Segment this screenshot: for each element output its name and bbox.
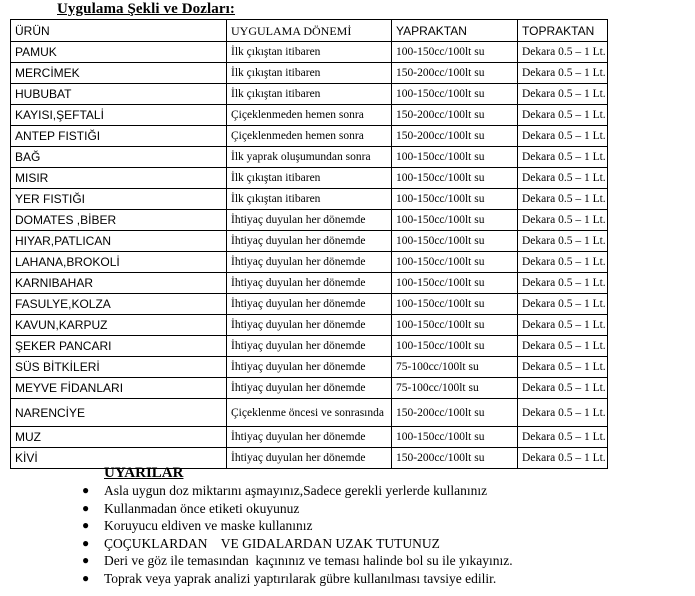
cell-application-period: İlk çıkıştan itibaren <box>227 84 392 105</box>
cell-soil-dose: Dekara 0.5 – 1 Lt. <box>518 336 608 357</box>
cell-application-period: İlk çıkıştan itibaren <box>227 42 392 63</box>
cell-foliar-dose: 150-200cc/100lt su <box>392 105 518 126</box>
cell-product: KAVUN,KARPUZ <box>11 315 227 336</box>
cell-application-period: Çiçeklenme öncesi ve sonrasında <box>227 399 392 427</box>
cell-product: KİVİ <box>11 448 227 469</box>
cell-application-period: Çiçeklenmeden hemen sonra <box>227 105 392 126</box>
cell-application-period: İhtiyaç duyulan her dönemde <box>227 231 392 252</box>
cell-foliar-dose: 100-150cc/100lt su <box>392 147 518 168</box>
table-row <box>11 252 608 273</box>
table-row <box>11 273 608 294</box>
cell-foliar-dose: 100-150cc/100lt su <box>392 315 518 336</box>
cell-product: ANTEP FISTIĞI <box>11 126 227 147</box>
cell-product: ŞEKER PANCARI <box>11 336 227 357</box>
cell-application-period: İhtiyaç duyulan her dönemde <box>227 336 392 357</box>
cell-application-period: İlk yaprak oluşumundan sonra <box>227 147 392 168</box>
cell-product: HIYAR,PATLICAN <box>11 231 227 252</box>
cell-product: KARNIBAHAR <box>11 273 227 294</box>
cell-foliar-dose: 100-150cc/100lt su <box>392 189 518 210</box>
cell-soil-dose: Dekara 0.5 – 1 Lt. <box>518 105 608 126</box>
cell-application-period: İlk çıkıştan itibaren <box>227 63 392 84</box>
table-row <box>11 315 608 336</box>
warning-item <box>80 500 513 518</box>
cell-product: DOMATES ,BİBER <box>11 210 227 231</box>
dosage-table <box>10 19 608 469</box>
cell-application-period: İhtiyaç duyulan her dönemde <box>227 210 392 231</box>
cell-product: NARENCİYE <box>11 399 227 427</box>
cell-foliar-dose: 100-150cc/100lt su <box>392 294 518 315</box>
table-row <box>11 357 608 378</box>
cell-foliar-dose: 150-200cc/100lt su <box>392 126 518 147</box>
cell-soil-dose: Dekara 0.5 – 1 Lt. <box>518 189 608 210</box>
warning-text: Deri ve göz ile temasından kaçınınız ve teması halinde bol su ile yıkayınız. <box>104 553 513 568</box>
table-row <box>11 105 608 126</box>
warnings-list <box>80 482 513 587</box>
cell-soil-dose: Dekara 0.5 – 1 Lt. <box>518 273 608 294</box>
cell-product: HUBUBAT <box>11 84 227 105</box>
table-row <box>11 378 608 399</box>
cell-foliar-dose: 100-150cc/100lt su <box>392 84 518 105</box>
warning-text: Koruyucu eldiven ve maske kullanınız <box>104 518 313 533</box>
cell-product: MISIR <box>11 168 227 189</box>
warning-item <box>80 517 513 535</box>
header-soil: TOPRAKTAN <box>518 20 608 42</box>
cell-soil-dose: Dekara 0.5 – 1 Lt. <box>518 63 608 84</box>
cell-soil-dose: Dekara 0.5 – 1 Lt. <box>518 231 608 252</box>
bullet-icon: ● <box>82 535 90 550</box>
cell-foliar-dose: 75-100cc/100lt su <box>392 357 518 378</box>
cell-soil-dose: Dekara 0.5 – 1 Lt. <box>518 126 608 147</box>
cell-soil-dose: Dekara 0.5 – 1 Lt. <box>518 147 608 168</box>
cell-application-period: İhtiyaç duyulan her dönemde <box>227 252 392 273</box>
header-foliar: YAPRAKTAN <box>392 20 518 42</box>
cell-soil-dose: Dekara 0.5 – 1 Lt. <box>518 294 608 315</box>
cell-soil-dose: Dekara 0.5 – 1 Lt. <box>518 399 608 427</box>
table-row <box>11 210 608 231</box>
cell-foliar-dose: 100-150cc/100lt su <box>392 210 518 231</box>
cell-soil-dose: Dekara 0.5 – 1 Lt. <box>518 42 608 63</box>
table-row <box>11 168 608 189</box>
cell-soil-dose: Dekara 0.5 – 1 Lt. <box>518 168 608 189</box>
table-row <box>11 63 608 84</box>
table-row <box>11 189 608 210</box>
cell-application-period: İhtiyaç duyulan her dönemde <box>227 357 392 378</box>
cell-product: BAĞ <box>11 147 227 168</box>
cell-application-period: İlk çıkıştan itibaren <box>227 189 392 210</box>
cell-product: MUZ <box>11 427 227 448</box>
header-application-period: UYGULAMA DÖNEMİ <box>227 20 392 42</box>
cell-foliar-dose: 100-150cc/100lt su <box>392 336 518 357</box>
warnings-title: UYARILAR <box>104 465 184 481</box>
cell-application-period: İhtiyaç duyulan her dönemde <box>227 448 392 469</box>
cell-foliar-dose: 75-100cc/100lt su <box>392 378 518 399</box>
cell-foliar-dose: 100-150cc/100lt su <box>392 427 518 448</box>
bullet-icon: ● <box>82 518 90 532</box>
cell-application-period: İhtiyaç duyulan her dönemde <box>227 315 392 336</box>
cell-product: PAMUK <box>11 42 227 63</box>
cell-application-period: İhtiyaç duyulan her dönemde <box>227 273 392 294</box>
cell-product: SÜS BİTKİLERİ <box>11 357 227 378</box>
page-title: Uygulama Şekli ve Dozları: <box>57 1 236 17</box>
table-row <box>11 126 608 147</box>
cell-soil-dose: Dekara 0.5 – 1 Lt. <box>518 315 608 336</box>
warning-text: ÇOÇUKLARDAN VE GIDALARDAN UZAK TUTUNUZ <box>104 535 440 551</box>
warning-item <box>80 552 513 570</box>
cell-product: YER FISTIĞI <box>11 189 227 210</box>
cell-foliar-dose: 100-150cc/100lt su <box>392 273 518 294</box>
cell-product: FASULYE,KOLZA <box>11 294 227 315</box>
bullet-icon: ● <box>82 570 90 585</box>
warning-text: Toprak veya yaprak analizi yaptırılarak gübre kullanılması tavsiye edilir. <box>104 570 497 586</box>
bullet-icon: ● <box>82 553 90 567</box>
cell-product: LAHANA,BROKOLİ <box>11 252 227 273</box>
table-row <box>11 399 608 427</box>
cell-foliar-dose: 100-150cc/100lt su <box>392 42 518 63</box>
cell-foliar-dose: 150-200cc/100lt su <box>392 63 518 84</box>
cell-foliar-dose: 100-150cc/100lt su <box>392 231 518 252</box>
table-row <box>11 448 608 469</box>
cell-soil-dose: Dekara 0.5 – 1 Lt. <box>518 378 608 399</box>
table-header-row <box>11 20 608 42</box>
table-row <box>11 231 608 252</box>
table-row <box>11 427 608 448</box>
cell-foliar-dose: 150-200cc/100lt su <box>392 448 518 469</box>
bullet-icon: ● <box>82 500 90 515</box>
warning-text: Asla uygun doz miktarını aşmayınız,Sadece gerekli yerlerde kullanınız <box>104 483 488 498</box>
cell-application-period: İhtiyaç duyulan her dönemde <box>227 378 392 399</box>
table-row <box>11 84 608 105</box>
cell-soil-dose: Dekara 0.5 – 1 Lt. <box>518 448 608 469</box>
warning-text: Kullanmadan önce etiketi okuyunuz <box>104 500 300 516</box>
cell-soil-dose: Dekara 0.5 – 1 Lt. <box>518 84 608 105</box>
warning-item <box>80 570 513 588</box>
warning-item <box>80 535 513 553</box>
cell-foliar-dose: 100-150cc/100lt su <box>392 168 518 189</box>
cell-soil-dose: Dekara 0.5 – 1 Lt. <box>518 252 608 273</box>
cell-soil-dose: Dekara 0.5 – 1 Lt. <box>518 357 608 378</box>
cell-foliar-dose: 100-150cc/100lt su <box>392 252 518 273</box>
warning-item <box>80 482 513 500</box>
cell-product: MEYVE FİDANLARI <box>11 378 227 399</box>
cell-application-period: İhtiyaç duyulan her dönemde <box>227 294 392 315</box>
cell-application-period: İlk çıkıştan itibaren <box>227 168 392 189</box>
dosage-table-body <box>11 20 608 469</box>
header-product: ÜRÜN <box>11 20 227 42</box>
table-row <box>11 147 608 168</box>
cell-application-period: İhtiyaç duyulan her dönemde <box>227 427 392 448</box>
table-row <box>11 336 608 357</box>
cell-product: KAYISI,ŞEFTALİ <box>11 105 227 126</box>
table-row <box>11 42 608 63</box>
cell-soil-dose: Dekara 0.5 – 1 Lt. <box>518 210 608 231</box>
cell-product: MERCİMEK <box>11 63 227 84</box>
table-row <box>11 294 608 315</box>
cell-application-period: Çiçeklenmeden hemen sonra <box>227 126 392 147</box>
cell-soil-dose: Dekara 0.5 – 1 Lt. <box>518 427 608 448</box>
cell-foliar-dose: 150-200cc/100lt su <box>392 399 518 427</box>
bullet-icon: ● <box>82 483 90 497</box>
